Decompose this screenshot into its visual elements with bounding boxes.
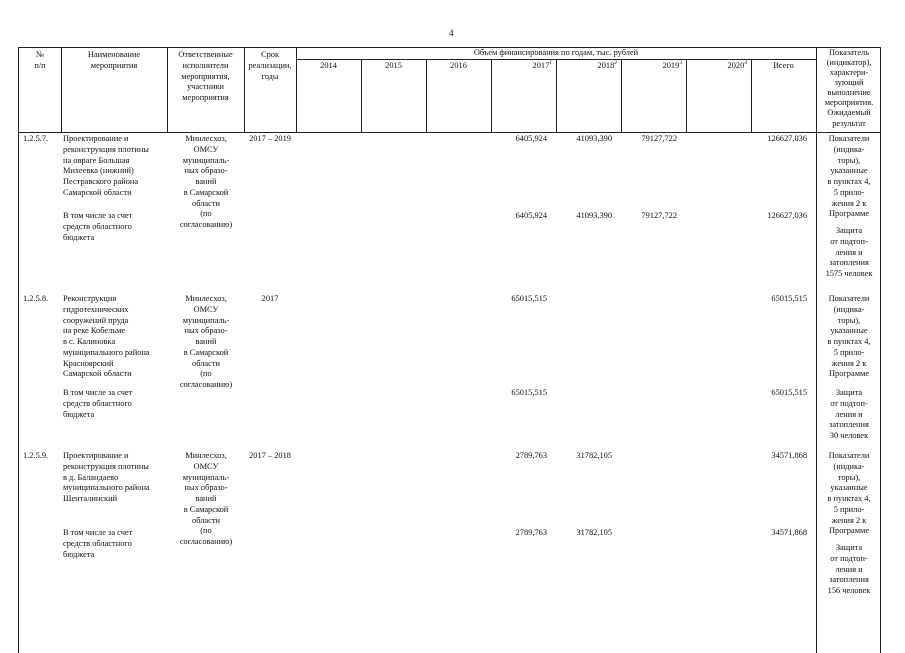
row-total-value: 126627,036 — [767, 134, 807, 143]
table-header — [18, 47, 881, 133]
row-result: Защита от подтоп- ления и затопления 30 человек — [829, 388, 869, 440]
row-result: Защита от подтоп- ления и затопления 156 человек — [827, 543, 871, 595]
row-sub-total-value: 65015,515 — [771, 388, 807, 397]
row-sub-year-value: 31782,105 — [576, 528, 612, 537]
row-term: 2017 – 2019 — [249, 134, 291, 143]
header-year: 2014 — [320, 61, 337, 70]
row-year-value: 65015,515 — [511, 294, 547, 303]
row-sub-year-value: 65015,515 — [511, 388, 547, 397]
table-body — [18, 133, 881, 653]
header-term: Срок реализации, годы — [248, 50, 292, 81]
header-responsible: Ответственные исполнители мероприятия, участники мероприятия — [178, 50, 233, 102]
row-sub-name: В том числе за счет средств областного бюджета — [63, 211, 133, 242]
row-sub-total-value: 126627,036 — [767, 211, 807, 220]
row-responsible: Минлесхоз, ОМСУ муниципаль- ных образо- ваний в Самарской области (по согласованию) — [179, 134, 233, 229]
row-responsible: Минлесхоз, ОМСУ муниципаль- ных образо- ваний в Самарской области (по согласованию) — [179, 451, 233, 546]
row-number: 1.2.5.9. — [23, 451, 49, 460]
header-year: 2015 — [385, 61, 402, 70]
header-year: 2020$^4$ — [727, 60, 747, 70]
row-indicator: Показатели (индика- торы), указанные в пунктах 4, 5 прило- жения 2 к Программе — [827, 294, 871, 379]
row-sub-total-value: 34571,868 — [771, 528, 807, 537]
row-sub-year-value: 79127,722 — [641, 211, 677, 220]
header-year: 2016 — [450, 61, 467, 70]
header-financing: Объем финансирования по годам, тыс. рублей — [473, 48, 639, 57]
row-year-value: 79127,722 — [641, 134, 677, 143]
row-name: Проектирование и реконструкция плотины на овраге Большая Михеевка (нижний) Пестравского района Самарской области — [63, 134, 149, 197]
header-year: 2017$^1$ — [532, 60, 552, 70]
row-indicator: Показатели (индика- торы), указанные в пунктах 4, 5 прило- жения 2 к Программе — [827, 134, 871, 219]
row-total-value: 65015,515 — [771, 294, 807, 303]
row-sub-year-value: 41093,390 — [576, 211, 612, 220]
page-number: 4 — [449, 28, 454, 38]
row-year-value: 6405,924 — [515, 134, 547, 143]
row-number: 1.2.5.7. — [23, 134, 49, 143]
row-year-value: 31782,105 — [576, 451, 612, 460]
row-indicator: Показатели (индика- торы), указанные в пунктах 4, 5 прило- жения 2 к Программе — [827, 451, 871, 536]
row-term: 2017 — [261, 294, 279, 303]
header-name: Наименование мероприятия — [87, 50, 141, 70]
header-indicator: Показатель (индикатор), характери- зующий выполнение мероприятия. Ожидаемый результат — [824, 48, 874, 128]
header-year: 2018$^2$ — [597, 60, 617, 70]
row-result: Защита от подтоп- ления и затопления 1575 человек — [825, 226, 873, 278]
row-sub-year-value: 2789,763 — [515, 528, 547, 537]
row-number: 1.2.5.8. — [23, 294, 49, 303]
row-sub-name: В том числе за счет средств областного бюджета — [63, 528, 133, 559]
row-total-value: 34571,868 — [771, 451, 807, 460]
row-sub-name: В том числе за счет средств областного бюджета — [63, 388, 133, 419]
row-year-value: 41093,390 — [576, 134, 612, 143]
row-name: Реконструкция гидротехнических сооружений пруда на реке Кобельме в с. Калиновка муниципального района Красноярский Самарской области — [63, 294, 150, 379]
header-year: 2019$^3$ — [662, 60, 682, 70]
row-name: Проектирование и реконструкция плотины в д. Баландаево муниципального района Шенталинский — [63, 451, 150, 503]
row-sub-year-value: 6405,924 — [515, 211, 547, 220]
header-num: № п/п — [34, 50, 46, 70]
row-responsible: Минлесхоз, ОМСУ муниципаль- ных образо- ваний в Самарской области (по согласованию) — [179, 294, 233, 389]
header-total: Всего — [773, 61, 794, 70]
financing-table — [18, 47, 881, 653]
row-term: 2017 – 2018 — [249, 451, 291, 460]
row-year-value: 2789,763 — [515, 451, 547, 460]
